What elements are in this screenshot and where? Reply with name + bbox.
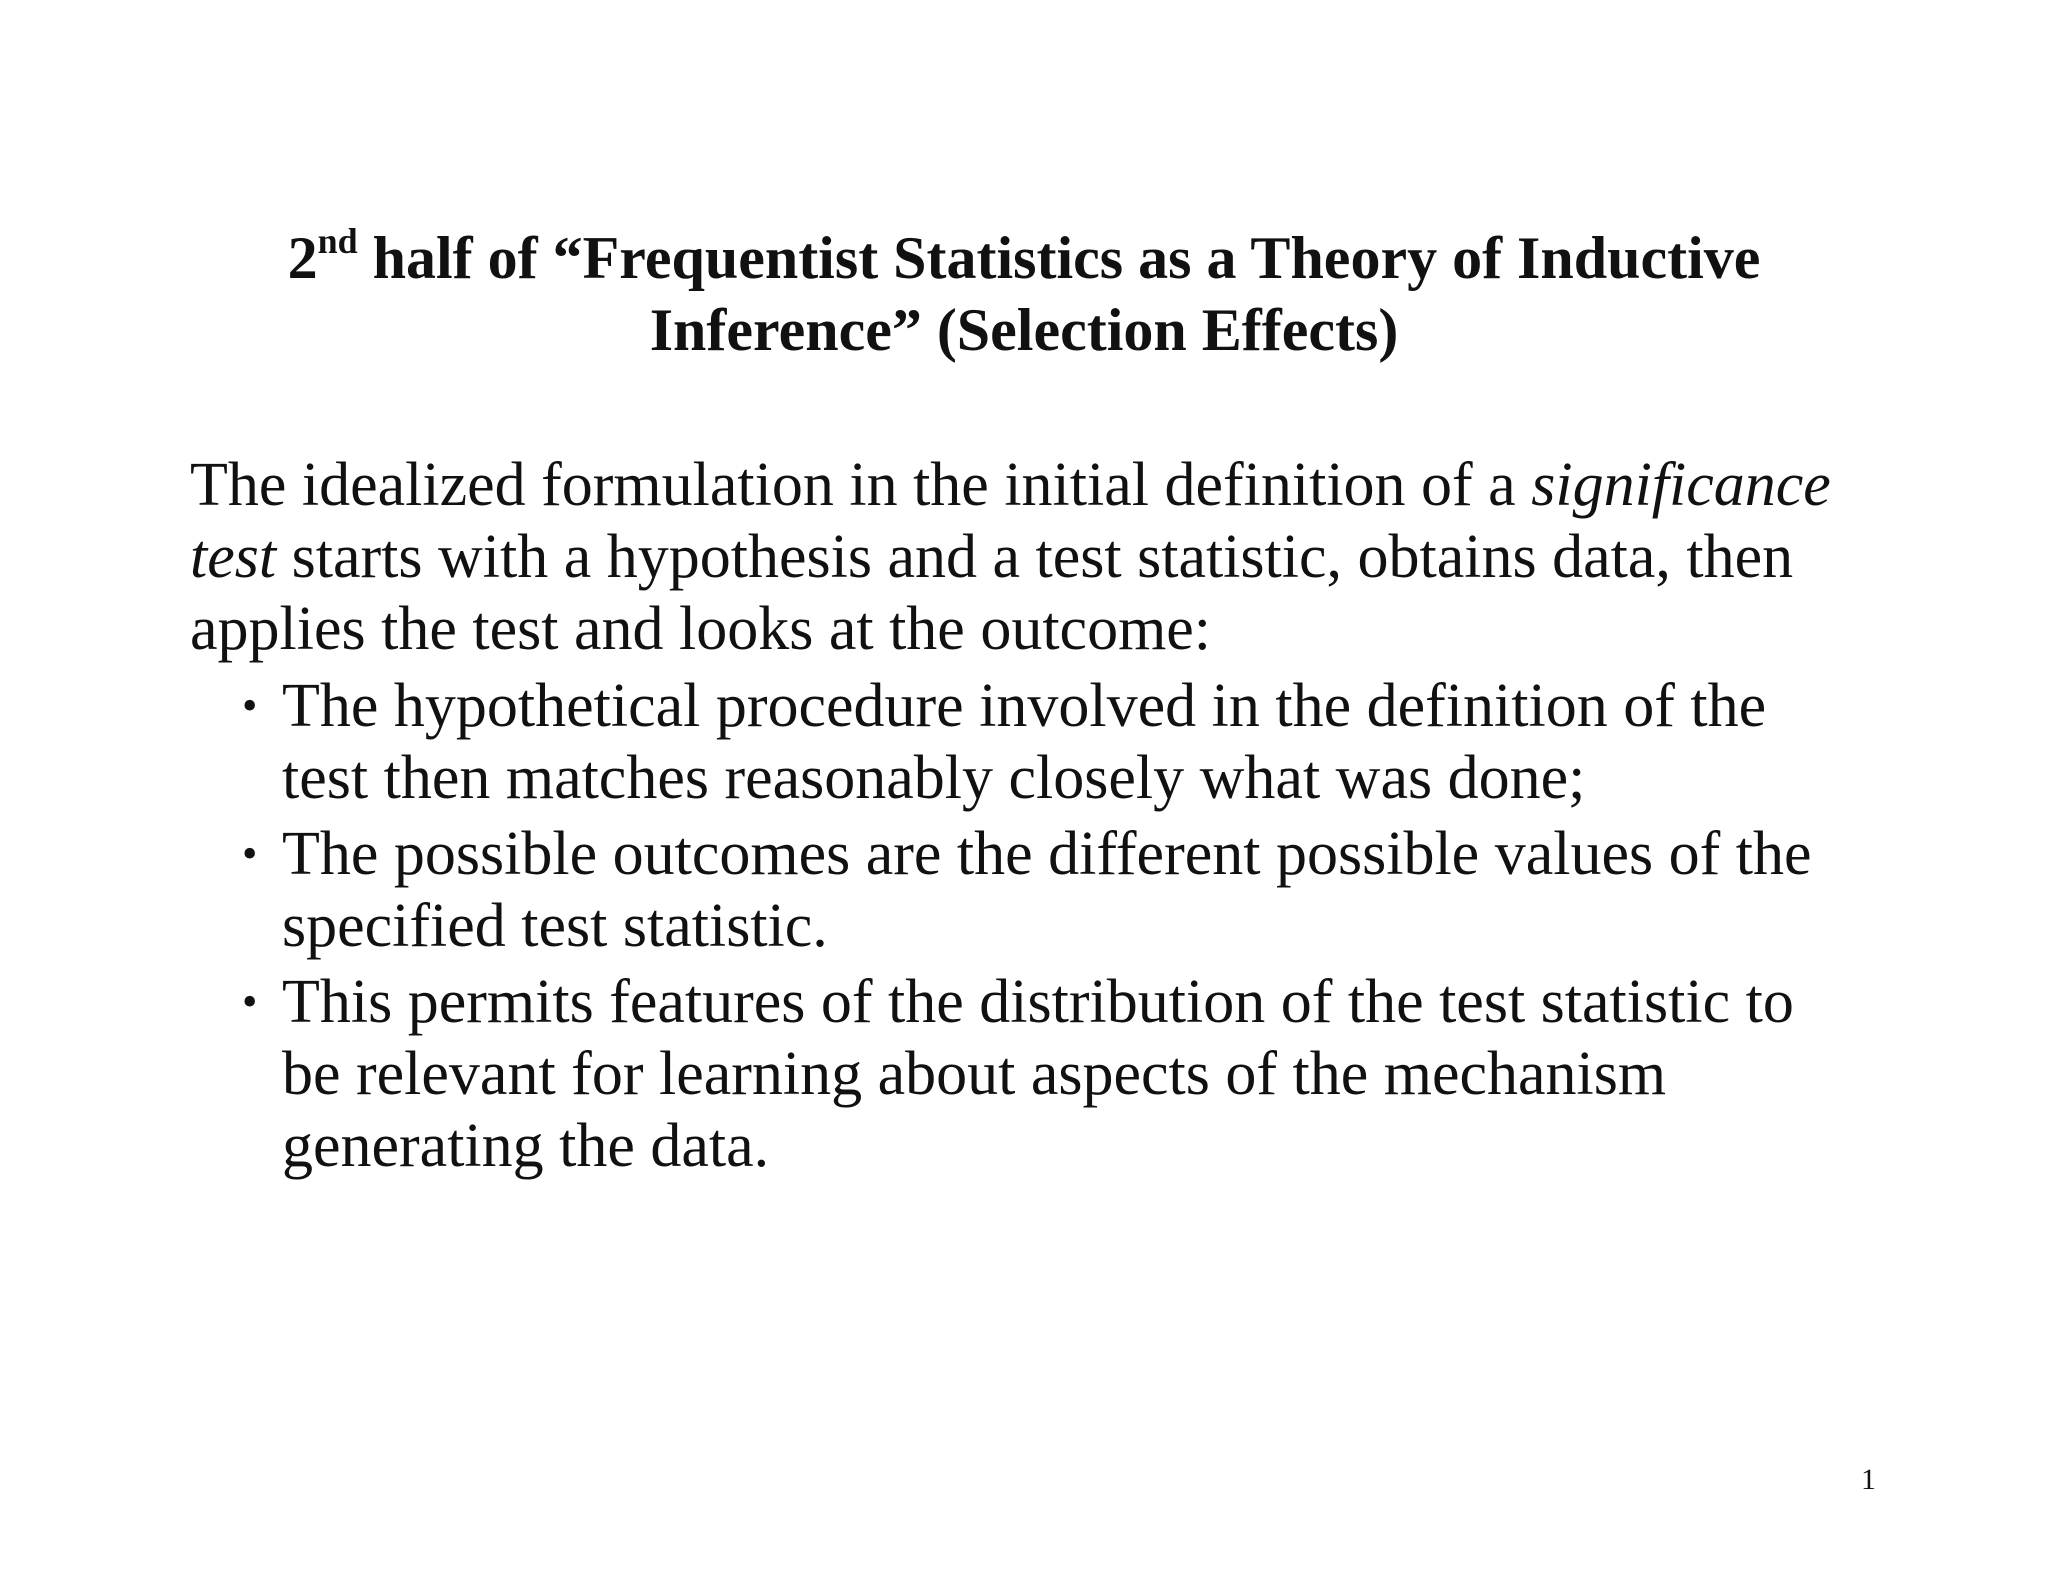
title-line-1-rest: half of “Frequentist Statistics as a Theory of Inductive	[357, 225, 1761, 291]
bullet-item	[242, 670, 1942, 814]
page-title	[0, 222, 2048, 366]
bullet-list	[242, 670, 1942, 1186]
title-superscript: nd	[317, 221, 358, 261]
intro-italic-test: test	[190, 523, 277, 591]
bullet-line: be relevant for learning about aspects of the mechanism	[282, 1040, 1667, 1108]
bullet-icon: •	[242, 977, 258, 1026]
bullet-line: The hypothetical procedure involved in the definition of the	[282, 672, 1767, 740]
intro-line-3: applies the test and looks at the outcome:	[190, 595, 1212, 663]
bullet-line: The possible outcomes are the different possible values of the	[282, 820, 1812, 888]
intro-line-2	[190, 521, 1890, 593]
intro-line-1	[190, 449, 1890, 521]
title-line-1	[287, 221, 1761, 291]
intro-italic-significance: significance	[1531, 451, 1831, 519]
bullet-line: test then matches reasonably closely what was done;	[282, 744, 1586, 812]
bullet-line: This permits features of the distribution of the test statistic to	[282, 968, 1794, 1036]
page-number: 1	[1861, 1463, 1876, 1496]
intro-paragraph	[190, 449, 1890, 665]
intro-line-2-text: starts with a hypothesis and a test statistic, obtains data, then	[276, 523, 1794, 591]
bullet-line: generating the data.	[282, 1112, 770, 1180]
bullet-icon: •	[242, 681, 258, 730]
bullet-item	[242, 818, 1942, 962]
bullet-icon: •	[242, 829, 258, 878]
bullet-item	[242, 966, 1942, 1182]
title-prefix: 2	[287, 225, 318, 291]
title-line-2: Inference” (Selection Effects)	[649, 297, 1399, 363]
bullet-line: specified test statistic.	[282, 892, 828, 960]
intro-line-1-text: The idealized formulation in the initial definition of a	[190, 451, 1532, 519]
